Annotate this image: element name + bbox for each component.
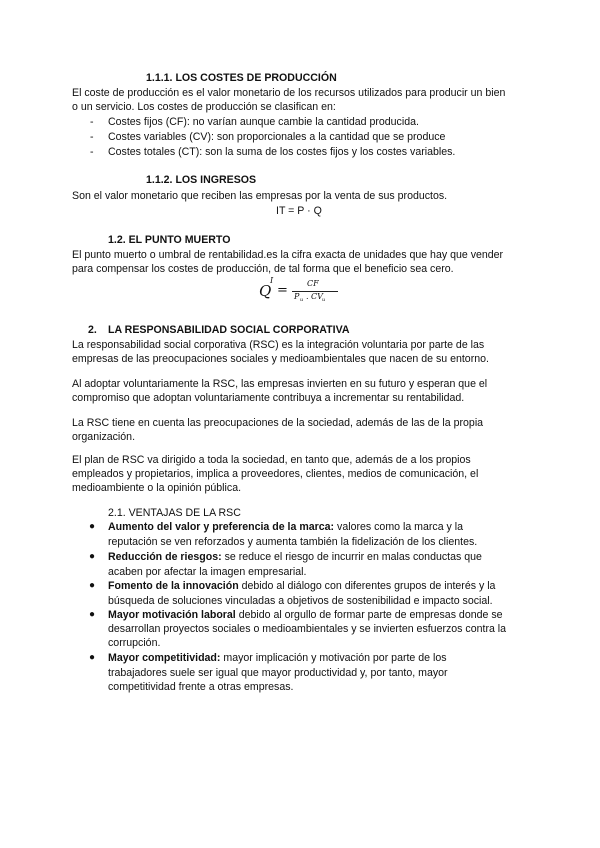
formula-den-dot: . — [306, 292, 309, 301]
list-item-cont: acaben por afectar la imagen empresarial. — [108, 566, 307, 578]
paragraph-line: empresas de las preocupaciones sociales y medioambientales que nacen de su entorno. — [72, 353, 489, 365]
item-text: debido al orgullo de formar parte de empresas donde se — [235, 609, 503, 621]
formula-den-p: P — [294, 292, 300, 301]
paragraph-line: Al adoptar voluntariamente la RSC, las empresas invierten en su futuro y esperan que el — [72, 378, 488, 390]
formula-den-cv: CV — [311, 292, 323, 301]
dash-marker: - — [90, 146, 94, 158]
item-bold: Mayor motivación laboral — [108, 609, 236, 621]
bullet-marker: ● — [89, 609, 96, 620]
list-item — [108, 608, 503, 623]
paragraph-line: La RSC tiene en cuenta las preocupaciones de la sociedad, además de las de la propia — [72, 417, 484, 429]
list-item-cont: trabajadores suele ser igual que mayor productividad y, por tanto, mayor — [108, 667, 448, 679]
list-item — [108, 520, 463, 535]
item-text: valores como la marca y la — [334, 521, 464, 533]
paragraph-line: El coste de producción es el valor monetario de los recursos utilizados para producir un bien — [72, 87, 506, 99]
item-text: mayor implicación y motivación por parte de los — [220, 652, 447, 664]
list-item-cont: desarrollan proyectos sociales o medioambientales y se invierten esfuerzos contra la — [108, 623, 507, 635]
bullet-marker: ● — [89, 551, 96, 562]
formula-den-sub: u — [322, 297, 326, 303]
heading-ventajas: 2.1. VENTAJAS DE LA RSC — [108, 507, 241, 519]
list-item — [108, 550, 482, 565]
heading-punto-muerto: 1.2. EL PUNTO MUERTO — [108, 234, 231, 246]
paragraph-line: organización. — [72, 431, 136, 443]
item-bold: Fomento de la innovación — [108, 580, 239, 592]
list-item: Costes variables (CV): son proporcionales a la cantidad que se produce — [108, 131, 446, 143]
list-item-cont: corrupción. — [108, 637, 161, 649]
section-number: 2. — [88, 324, 97, 336]
list-item: Costes totales (CT): son la suma de los costes fijos y los costes variables. — [108, 146, 456, 158]
formula-equals: = — [277, 283, 288, 298]
bullet-marker: ● — [89, 580, 96, 591]
formula-numerator: CF — [307, 279, 319, 288]
formula-ingreso-total: IT = P · Q — [276, 205, 322, 217]
list-item — [108, 579, 495, 594]
formula-den-sub: u — [300, 297, 304, 303]
dash-marker: - — [90, 116, 94, 128]
paragraph-line: La responsabilidad social corporativa (RSC) es la integración voluntaria por parte de las — [72, 339, 485, 351]
paragraph-line: empleados y propietarios, implica a proveedores, clientes, medios de comunicación, el — [72, 468, 479, 480]
paragraph-line: El punto muerto o umbral de rentabilidad.es la cifra exacta de unidades que hay que vender — [72, 249, 504, 261]
list-item: Costes fijos (CF): no varían aunque cambie la cantidad producida. — [108, 116, 419, 128]
bullet-marker: ● — [89, 652, 96, 663]
heading-costes: 1.1.1. LOS COSTES DE PRODUCCIÓN — [146, 72, 337, 84]
paragraph-line: Son el valor monetario que reciben las empresas por la venta de sus productos. — [72, 190, 448, 202]
item-text: debido al diálogo con diferentes grupos de interés y la — [238, 580, 496, 592]
item-bold: Aumento del valor y preferencia de la marca: — [108, 521, 335, 533]
heading-ingresos: 1.1.2. LOS INGRESOS — [146, 174, 257, 186]
bullet-marker: ● — [89, 521, 96, 532]
item-text: se reduce el riesgo de incurrir en malas conductas que — [221, 551, 482, 563]
paragraph-line: o un servicio. Los costes de producción se clasifican en: — [72, 101, 336, 113]
paragraph-line: medioambiente o la opinión pública. — [72, 482, 242, 494]
list-item-cont: competitividad frente a otras empresas. — [108, 681, 294, 693]
list-item — [108, 651, 447, 666]
formula-q: Q — [259, 282, 272, 300]
list-item-cont: reputación se ven reforzados y aumenta también la fidelización de los clientes. — [108, 536, 478, 548]
dash-marker: - — [90, 131, 94, 143]
paragraph-line: El plan de RSC va dirigido a toda la sociedad, en tanto que, además de a los propios — [72, 454, 471, 466]
item-bold: Reducción de riesgos: — [108, 551, 222, 563]
item-bold: Mayor competitividad: — [108, 652, 221, 664]
formula-superscript: I — [270, 276, 274, 285]
list-item-cont: búsqueda de soluciones vinculadas a objetivos de sostenibilidad e impacto social. — [108, 595, 493, 607]
paragraph-line: para compensar los costes de producción, de tal forma que el beneficio sea cero. — [72, 263, 454, 275]
heading-rsc: LA RESPONSABILIDAD SOCIAL CORPORATIVA — [108, 324, 350, 336]
paragraph-line: compromiso que adoptan voluntariamente contribuya a incrementar su rentabilidad. — [72, 392, 465, 404]
